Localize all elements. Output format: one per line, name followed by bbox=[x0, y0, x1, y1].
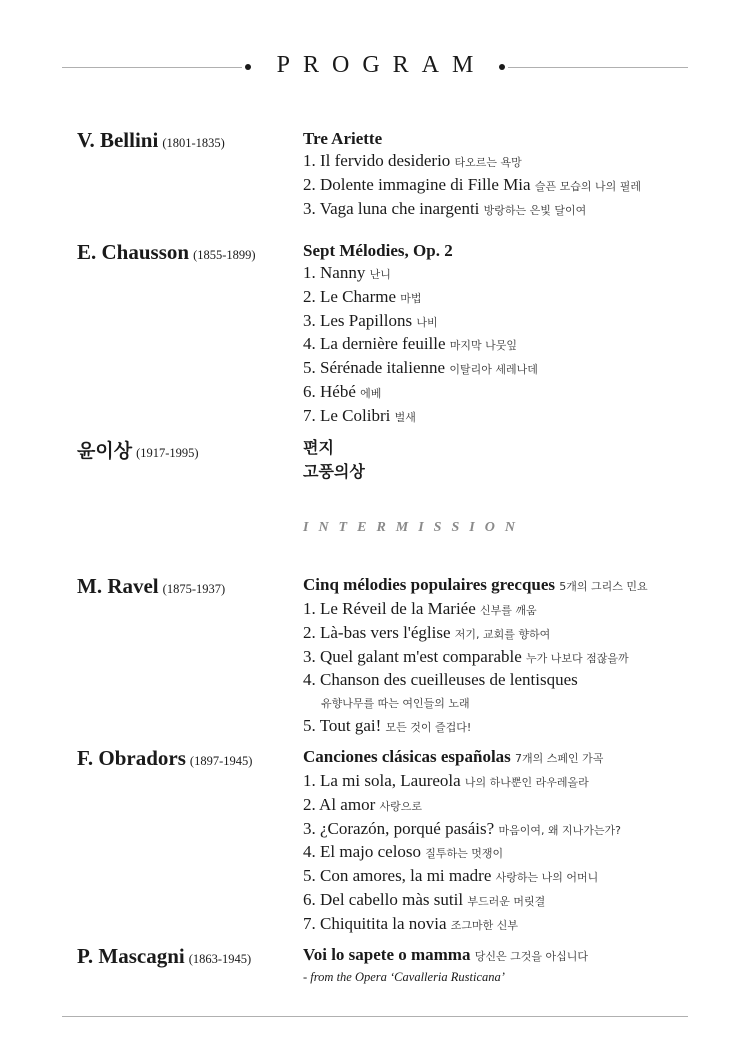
song-item bbox=[303, 262, 703, 286]
intermission-label: INTERMISSION bbox=[303, 520, 525, 535]
song-title: 2. Le Charme bbox=[303, 286, 396, 306]
song-title: 6. Del cabello màs sutil bbox=[303, 889, 464, 909]
song-title-korean: 벌새 bbox=[394, 410, 416, 424]
song-title-korean: 유향나무를 따는 여인들의 노래 bbox=[321, 697, 470, 711]
opera-source-note: - from the Opera ‘Cavalleria Rusticana’ bbox=[303, 970, 505, 984]
header-bullet-right bbox=[499, 64, 505, 70]
work-title bbox=[303, 574, 703, 598]
song-title-korean: 타오르는 욕망 bbox=[454, 156, 522, 169]
song-item bbox=[303, 715, 703, 739]
song-item bbox=[303, 150, 703, 174]
song-title: 3. Quel galant m'est comparable bbox=[303, 646, 522, 666]
song-title-korean: 신부를 깨움 bbox=[480, 604, 537, 617]
composer-years: (1855-1899) bbox=[193, 248, 256, 262]
composer-name: M. Ravel bbox=[77, 574, 159, 598]
song-title-korean: 에베 bbox=[360, 386, 382, 400]
work-title bbox=[303, 944, 703, 968]
work-title-korean: 당신은 그것을 아십니다 bbox=[474, 950, 588, 963]
song-item bbox=[303, 841, 703, 865]
song-item bbox=[303, 381, 703, 405]
song-title-korean: 방랑하는 은빛 달이여 bbox=[483, 203, 587, 217]
song-title: 1. La mi sola, Laureola bbox=[303, 771, 461, 790]
song-title: 4. Chanson des cueilleuses de lentisques bbox=[303, 670, 578, 690]
song-item bbox=[303, 286, 703, 310]
song-title-korean: 사랑으로 bbox=[379, 799, 423, 813]
song-title-korean: 조그마한 신부 bbox=[450, 918, 519, 932]
song-item bbox=[303, 669, 703, 691]
song-title-korean: 마법 bbox=[400, 291, 422, 305]
song-title: 3. ¿Corazón, porqué pasáis? bbox=[303, 818, 495, 838]
composer-name: P. Mascagni bbox=[77, 944, 185, 968]
program-header bbox=[62, 50, 688, 84]
composer-years: (1917-1995) bbox=[136, 446, 199, 460]
works bbox=[303, 574, 703, 739]
song-title: 7. Le Colibri bbox=[303, 405, 391, 425]
song-title: 1. Il fervido desiderio bbox=[303, 151, 451, 170]
song-title: 1. Nanny bbox=[303, 263, 366, 282]
works bbox=[303, 944, 703, 986]
program-title: PROGRAM bbox=[276, 52, 487, 78]
composer-years: (1801-1835) bbox=[162, 136, 225, 150]
work-title-korean: 5개의 그리스 민요 bbox=[559, 580, 648, 593]
song-title-korean: 모든 것이 즐겁다! bbox=[385, 720, 472, 734]
work-title-text: Canciones clásicas españolas bbox=[303, 747, 511, 766]
song-item bbox=[303, 598, 703, 622]
work-title-korean: 7개의 스페인 가곡 bbox=[515, 752, 604, 765]
song-title-korean: 나비 bbox=[416, 315, 438, 329]
song-title: 5. Sérénade italienne bbox=[303, 358, 446, 378]
song-title: 5. Con amores, la mi madre bbox=[303, 866, 492, 886]
header-rule-right bbox=[508, 67, 688, 68]
song-title-korean: 질투하는 멋쟁이 bbox=[425, 847, 504, 861]
song-title-korean: 부드러운 머릿결 bbox=[467, 894, 546, 908]
works bbox=[303, 128, 703, 221]
song-item bbox=[303, 865, 703, 889]
song-title-korean: 누가 나보다 점잖을까 bbox=[526, 651, 629, 665]
song-title-korean: 저기, 교회를 향하여 bbox=[454, 627, 551, 641]
song-title-korean: 마지막 나뭇잎 bbox=[449, 339, 518, 353]
song-title-korean: 난니 bbox=[369, 268, 391, 281]
song-item bbox=[303, 198, 703, 222]
composer-years: (1863-1945) bbox=[188, 952, 252, 966]
song-item bbox=[303, 357, 703, 381]
song-title: 2. Al amor bbox=[303, 794, 376, 814]
works bbox=[303, 436, 703, 484]
song-title-korean: 나의 하나뿐인 라우레올라 bbox=[464, 776, 589, 789]
work-title: 편지 bbox=[303, 438, 334, 457]
song-item bbox=[303, 818, 703, 842]
song-item bbox=[303, 770, 703, 794]
song-title: 1. Le Réveil de la Mariée bbox=[303, 599, 476, 618]
composer-name: F. Obradors bbox=[77, 746, 186, 770]
composer bbox=[77, 746, 252, 771]
composer bbox=[77, 436, 199, 463]
work-title: Sept Mélodies, Op. 2 bbox=[303, 241, 453, 260]
song-item bbox=[303, 794, 703, 818]
work-title-text: Voi lo sapete o mamma bbox=[303, 945, 471, 964]
song-item bbox=[303, 889, 703, 913]
song-title: 4. El majo celoso bbox=[303, 842, 422, 862]
song-item bbox=[303, 333, 703, 357]
song-item bbox=[303, 310, 703, 334]
song-title-korean: 사랑하는 나의 어머니 bbox=[495, 871, 599, 885]
song-title: 3. Vaga luna che inargenti bbox=[303, 198, 480, 218]
composer bbox=[77, 128, 225, 153]
song-title: 2. Dolente immagine di Fille Mia bbox=[303, 174, 531, 194]
song-title: 3. Les Papillons bbox=[303, 310, 413, 330]
song-item bbox=[303, 405, 703, 429]
song-item bbox=[303, 622, 703, 646]
composer-years: (1875-1937) bbox=[162, 582, 226, 596]
work-title: 고풍의상 bbox=[303, 462, 365, 481]
song-item bbox=[303, 913, 703, 937]
composer bbox=[77, 944, 251, 969]
work-title-text: Cinq mélodies populaires grecques bbox=[303, 575, 556, 594]
work-title: Tre Ariette bbox=[303, 129, 383, 148]
song-title: 4. La dernière feuille bbox=[303, 334, 446, 354]
composer-name: V. Bellini bbox=[77, 128, 159, 152]
song-item bbox=[303, 646, 703, 670]
work-title bbox=[303, 746, 703, 770]
composer-years: (1897-1945) bbox=[189, 754, 253, 768]
composer bbox=[77, 240, 256, 265]
song-item bbox=[303, 174, 703, 198]
works bbox=[303, 746, 703, 937]
composer-name: E. Chausson bbox=[77, 240, 190, 264]
song-title-korean: 슬픈 모습의 나의 필레 bbox=[534, 179, 641, 193]
song-title: 5. Tout gai! bbox=[303, 715, 382, 735]
song-title-korean: 마음이여, 왜 지나가는가? bbox=[498, 823, 622, 837]
works bbox=[303, 240, 703, 429]
song-item-korean-line bbox=[303, 691, 703, 715]
composer-name: 윤이상 bbox=[77, 440, 133, 462]
song-title: 7. Chiquitita la novia bbox=[303, 913, 447, 933]
song-title: 6. Hébé bbox=[303, 381, 356, 401]
footer-rule bbox=[62, 1016, 688, 1017]
composer bbox=[77, 574, 225, 599]
song-title: 2. Là-bas vers l'église bbox=[303, 622, 451, 642]
song-title-korean: 이탈리아 세레나데 bbox=[449, 363, 538, 377]
